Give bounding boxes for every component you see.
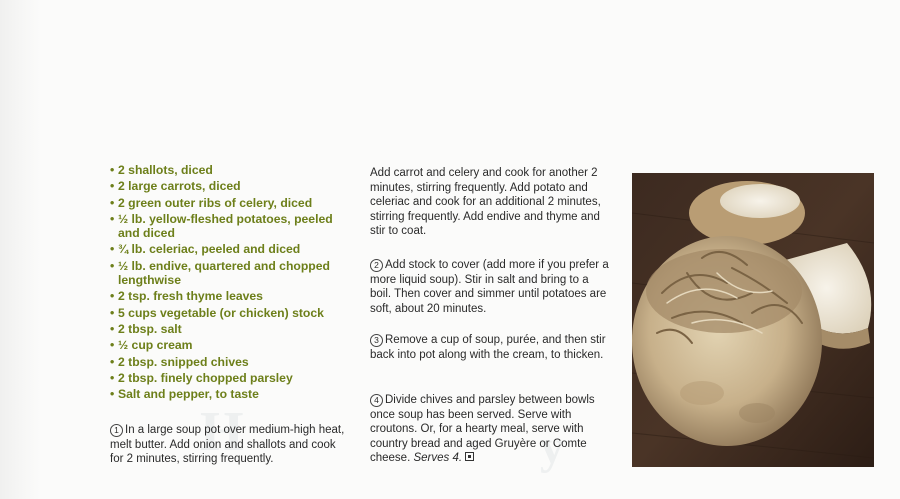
instruction-step-1-continued xyxy=(370,166,610,239)
celeriac-photo xyxy=(632,173,874,467)
ingredient-item: • 2 large carrots, diced xyxy=(110,179,350,193)
ingredient-item: • Salt and pepper, to taste xyxy=(110,387,350,401)
show-through-text: y xyxy=(540,421,566,474)
step-text: Divide chives and parsley between bowls once soup has been served. Serve with croutons. Or, for a hearty meal, serve with country bread and aged Gruyère or Comte cheese. xyxy=(370,394,595,464)
page-binding-shadow xyxy=(0,0,40,499)
instruction-step-4 xyxy=(370,393,610,466)
instruction-step-1 xyxy=(110,423,350,467)
ingredient-item: • 2 tbsp. snipped chives xyxy=(110,355,350,369)
instruction-step-3 xyxy=(370,333,610,362)
ingredient-item: • 5 cups vegetable (or chicken) stock xyxy=(110,306,350,320)
ingredient-item: • ½ lb. endive, quartered and chopped lengthwise xyxy=(110,259,350,288)
step-number-badge: 2 xyxy=(370,259,383,272)
ingredient-item: • ½ cup cream xyxy=(110,338,350,352)
ingredient-item: • ½ lb. yellow-fleshed potatoes, peeled and diced xyxy=(110,212,350,241)
step-number-badge: 3 xyxy=(370,334,383,347)
ingredient-item: • ¾ lb. celeriac, peeled and diced xyxy=(110,242,350,256)
step-text: Add carrot and celery and cook for another 2 minutes, stirring frequently. Add potato and celeriac and cook for an additional 2 minutes, stirring frequently. Add endive and thyme and stir to coat. xyxy=(370,167,601,237)
ingredient-item: • 2 tsp. fresh thyme leaves xyxy=(110,289,350,303)
step-text: In a large soup pot over medium-high heat, melt butter. Add onion and shallots and cook for 2 minutes, stirring frequently. xyxy=(110,424,345,465)
step-number-badge: 4 xyxy=(370,394,383,407)
ingredient-item: • 2 tbsp. salt xyxy=(110,322,350,336)
end-mark-icon xyxy=(465,452,474,461)
show-through-text: H xyxy=(200,401,246,463)
ingredient-item: • 2 shallots, diced xyxy=(110,163,350,177)
step-text: Remove a cup of soup, purée, and then stir back into pot along with the cream, to thicken. xyxy=(370,334,606,361)
instruction-step-2 xyxy=(370,258,610,316)
step-number-badge: 1 xyxy=(110,424,123,437)
step-text: Add stock to cover (add more if you prefer a more liquid soup). Stir in salt and bring to a boil. Then cover and simmer until potatoes are soft, about 20 minutes. xyxy=(370,259,609,315)
ingredient-list xyxy=(110,163,350,403)
ingredient-item: • 2 green outer ribs of celery, diced xyxy=(110,196,350,210)
serves-label: Serves 4. xyxy=(413,452,463,464)
ingredient-item: • 2 tbsp. finely chopped parsley xyxy=(110,371,350,385)
